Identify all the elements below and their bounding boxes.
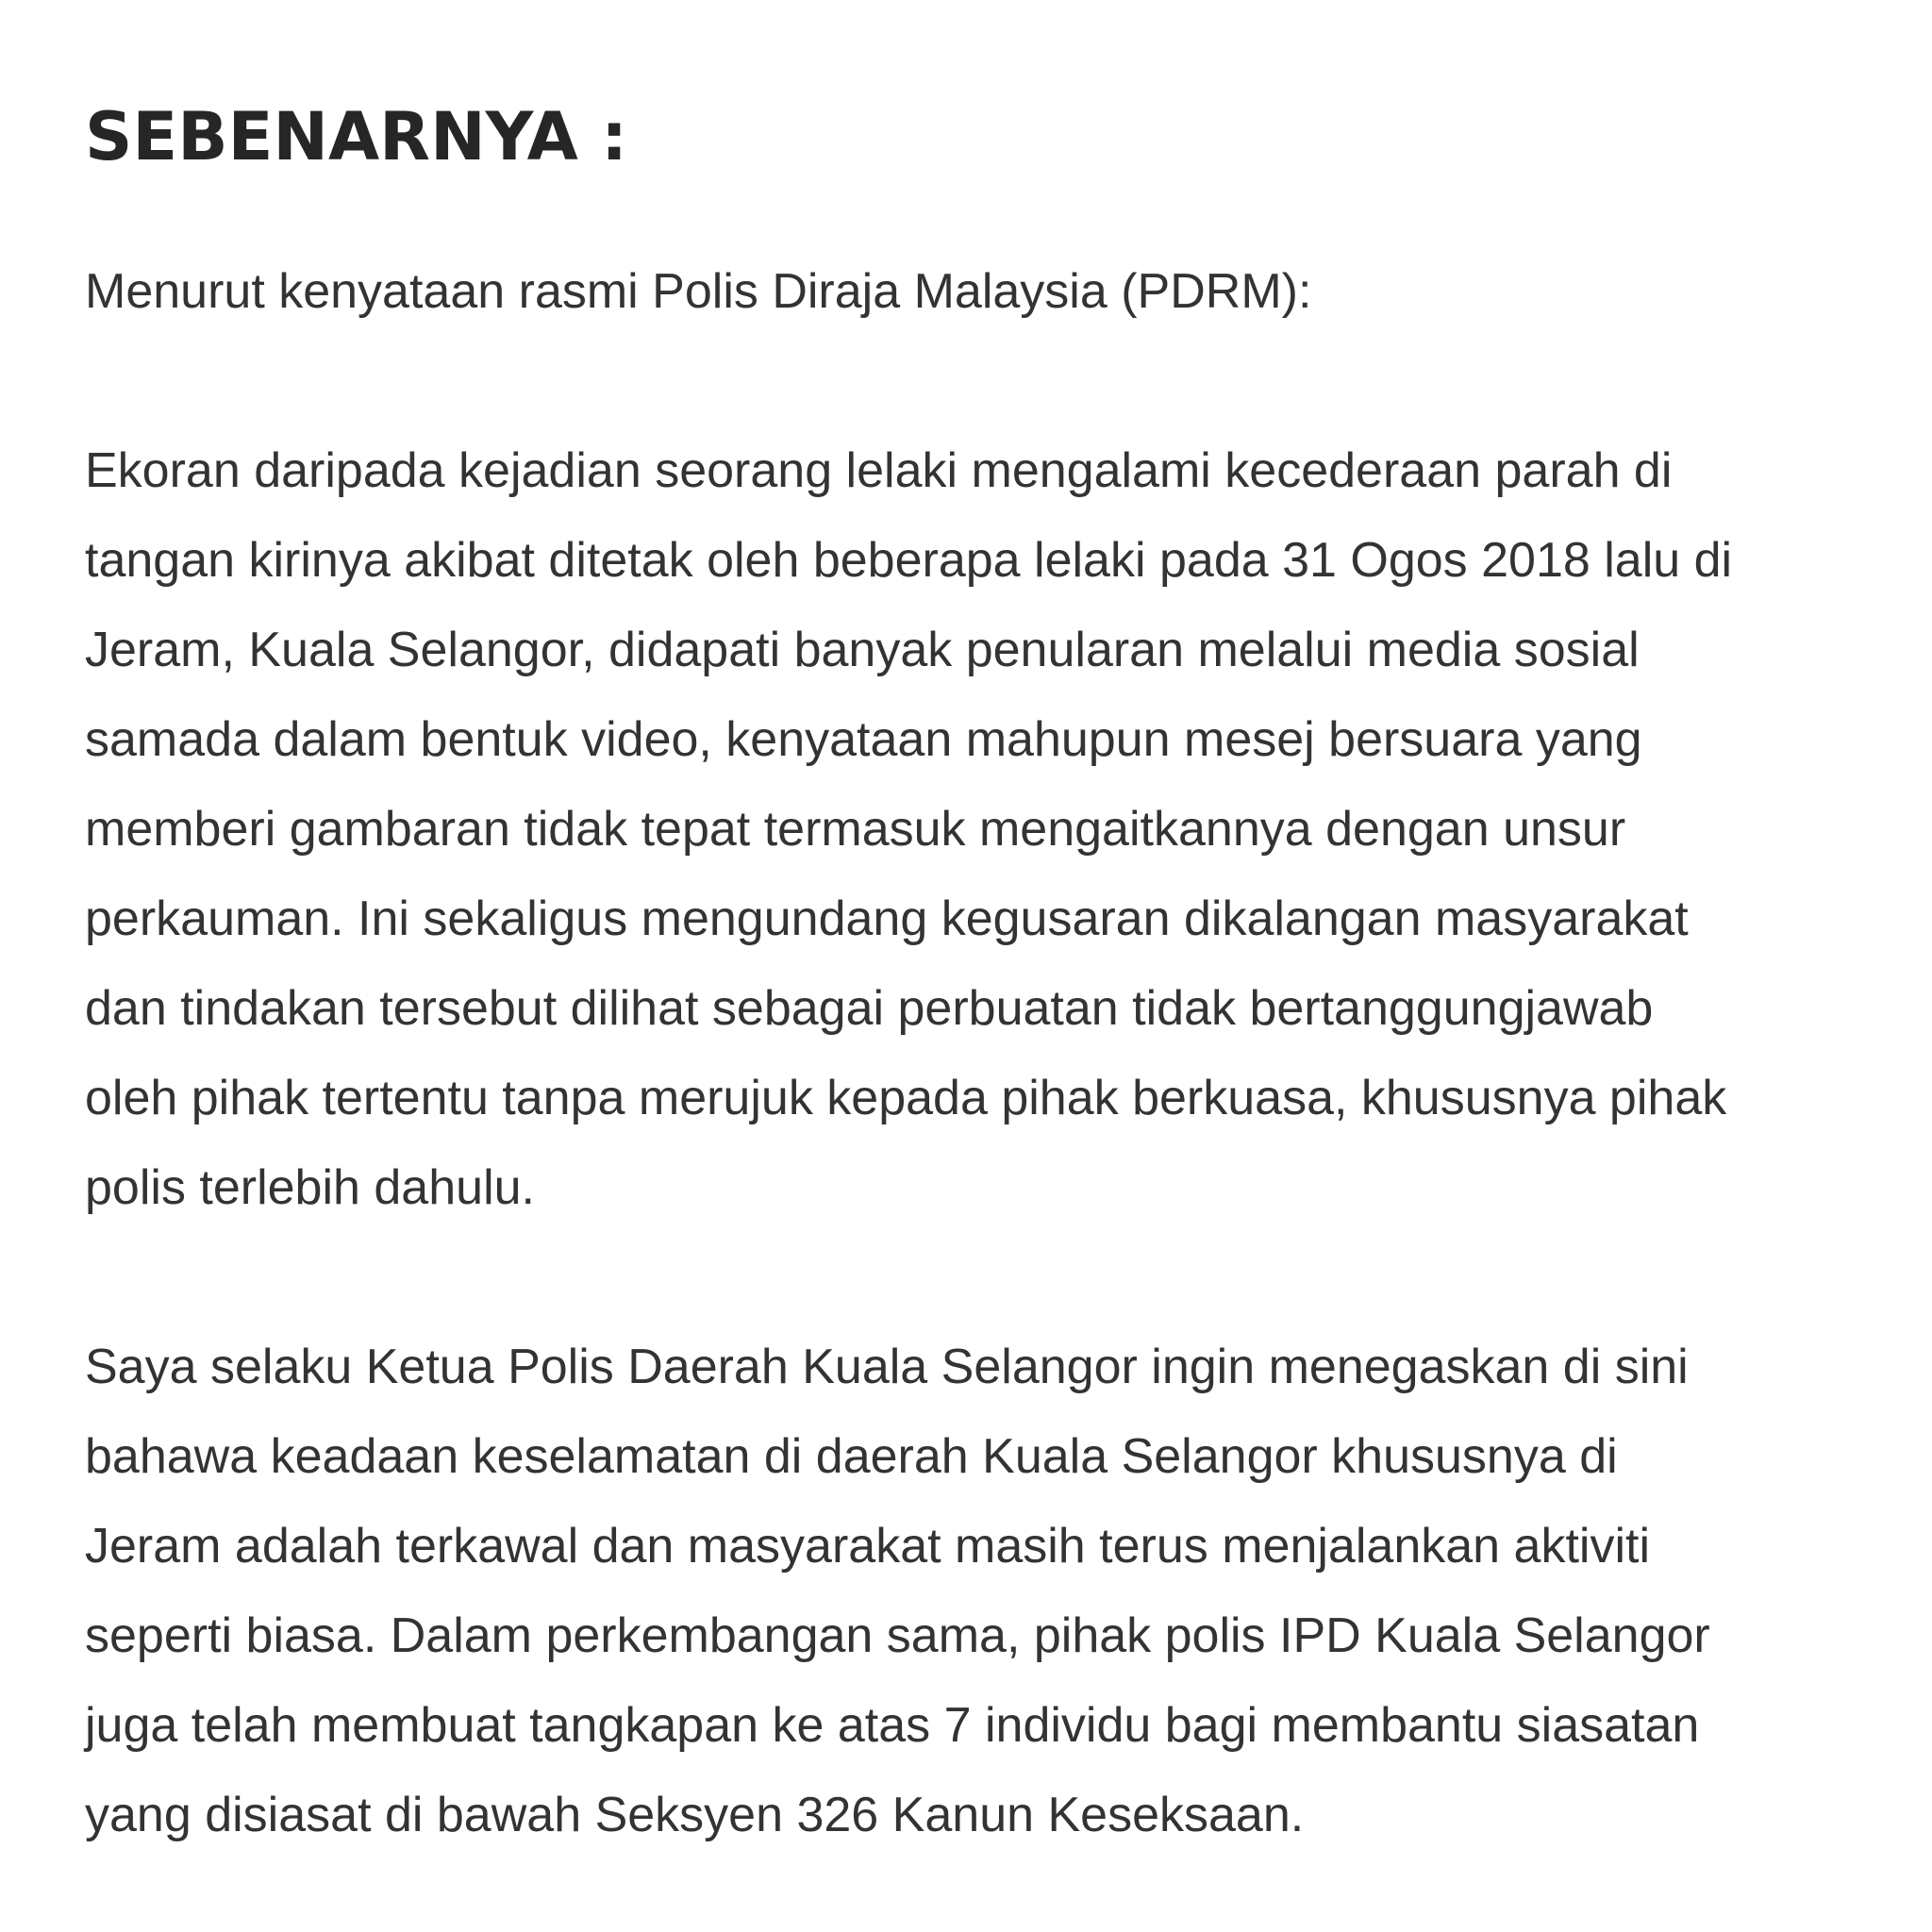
- paragraph-1: [85, 426, 1877, 1233]
- paragraph-1-line: Jeram, Kuala Selangor, didapati banyak penularan melalui media sosial: [85, 623, 1640, 677]
- paragraph-1-line: oleh pihak tertentu tanpa merujuk kepada pihak berkuasa, khususnya pihak: [85, 1071, 1727, 1125]
- paragraph-1-line: samada dalam bentuk video, kenyataan mahupun mesej bersuara yang: [85, 712, 1642, 767]
- paragraph-1-line: Ekoran daripada kejadian seorang lelaki mengalami kecederaan parah di: [85, 443, 1673, 498]
- paragraph-1-line: dan tindakan tersebut dilihat sebagai perbuatan tidak bertanggungjawab: [85, 981, 1654, 1036]
- paragraph-2-line: Saya selaku Ketua Polis Daerah Kuala Selangor ingin menegaskan di sini: [85, 1340, 1689, 1394]
- paragraph-2-line: Jeram adalah terkawal dan masyarakat masih terus menjalankan aktiviti: [85, 1519, 1650, 1574]
- paragraph-1-line: memberi gambaran tidak tepat termasuk mengaitkannya dengan unsur: [85, 802, 1626, 857]
- paragraph-1-line: perkauman. Ini sekaligus mengundang kegusaran dikalangan masyarakat: [85, 891, 1689, 946]
- paragraph-1-line: polis terlebih dahulu.: [85, 1160, 535, 1215]
- paragraph-2-line: bahawa keadaan keselamatan di daerah Kuala Selangor khususnya di: [85, 1429, 1618, 1484]
- paragraph-2-line: juga telah membuat tangkapan ke atas 7 individu bagi membantu siasatan: [85, 1698, 1700, 1753]
- paragraph-2: [85, 1323, 1877, 1860]
- paragraph-1-line: tangan kirinya akibat ditetak oleh beberapa lelaki pada 31 Ogos 2018 lalu di: [85, 533, 1733, 588]
- intro-text: Menurut kenyataan rasmi Polis Diraja Malaysia (PDRM):: [85, 264, 1312, 319]
- paragraph-2-line: yang disiasat di bawah Seksyen 326 Kanun Keseksaan.: [85, 1788, 1305, 1842]
- paragraph-2-line: seperti biasa. Dalam perkembangan sama, pihak polis IPD Kuala Selangor: [85, 1608, 1710, 1663]
- article-body: [85, 94, 1877, 1860]
- page-title: SEBENARNYA :: [85, 98, 628, 175]
